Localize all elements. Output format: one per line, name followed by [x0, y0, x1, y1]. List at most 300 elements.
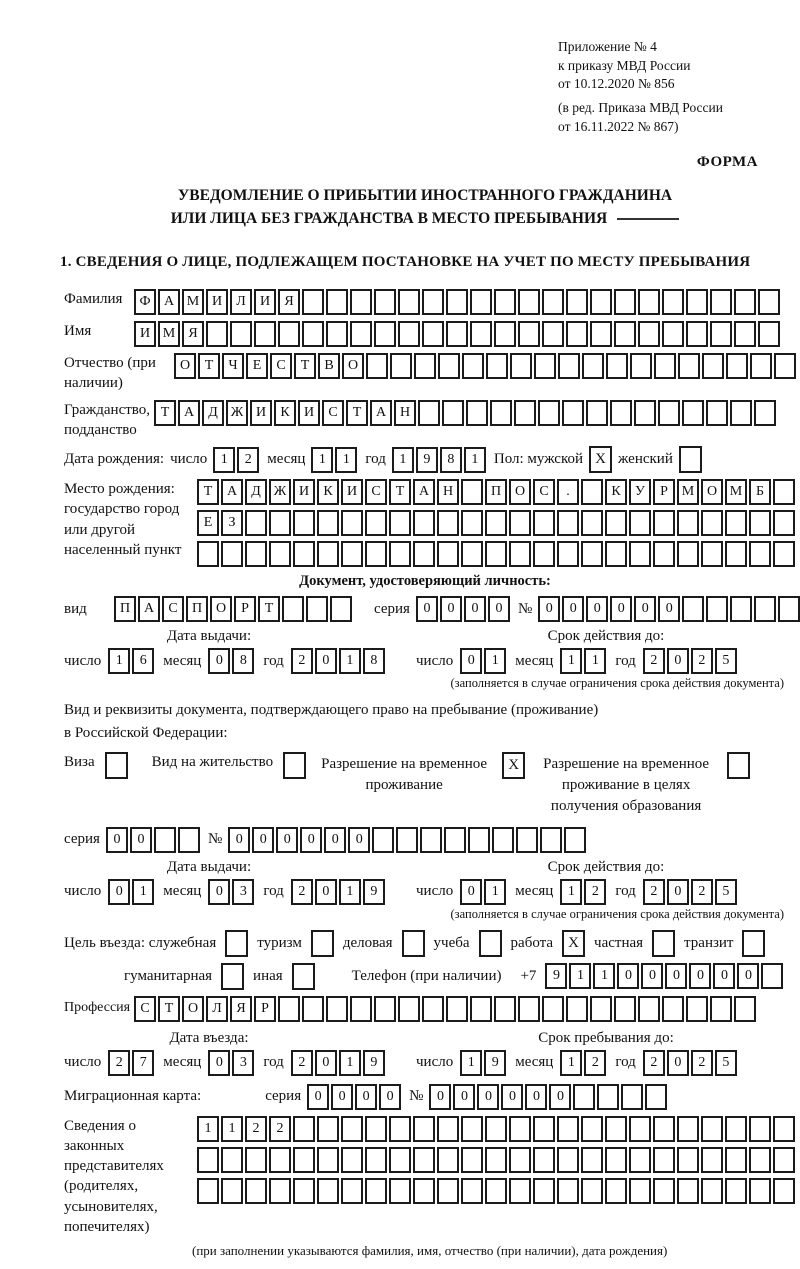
char-cell[interactable] — [653, 1147, 675, 1173]
char-cell[interactable] — [710, 996, 732, 1022]
char-cell[interactable]: 0 — [440, 596, 462, 622]
char-cell[interactable] — [413, 510, 435, 536]
char-cell[interactable]: И — [134, 321, 156, 347]
char-cell[interactable] — [293, 541, 315, 567]
char-cell[interactable] — [317, 1147, 339, 1173]
char-cell[interactable] — [326, 996, 348, 1022]
char-cell[interactable] — [269, 510, 291, 536]
char-cell[interactable] — [302, 996, 324, 1022]
char-cell[interactable] — [221, 1178, 243, 1204]
char-cell[interactable] — [245, 541, 267, 567]
char-cell[interactable]: 0 — [562, 596, 584, 622]
char-cell[interactable]: 1 — [560, 648, 582, 674]
char-cell[interactable]: А — [158, 289, 180, 315]
char-cell[interactable]: Л — [230, 289, 252, 315]
char-cell[interactable] — [662, 996, 684, 1022]
char-cell[interactable] — [533, 1116, 555, 1142]
char-cell[interactable]: А — [413, 479, 435, 505]
char-cell[interactable]: 0 — [501, 1084, 523, 1110]
char-cell[interactable]: С — [162, 596, 184, 622]
char-cell[interactable]: 1 — [339, 648, 361, 674]
char-cell[interactable] — [293, 510, 315, 536]
char-cell[interactable] — [317, 1116, 339, 1142]
char-cell[interactable] — [581, 541, 603, 567]
char-cell[interactable] — [245, 1178, 267, 1204]
char-cell[interactable] — [486, 353, 508, 379]
char-cell[interactable] — [509, 541, 531, 567]
char-cell[interactable] — [437, 510, 459, 536]
char-cell[interactable] — [413, 1147, 435, 1173]
char-cell[interactable]: 0 — [300, 827, 322, 853]
char-cell[interactable]: Т — [389, 479, 411, 505]
char-cell[interactable] — [734, 996, 756, 1022]
char-cell[interactable]: 9 — [363, 879, 385, 905]
char-cell[interactable]: 1 — [197, 1116, 219, 1142]
char-cell[interactable] — [774, 353, 796, 379]
char-cell[interactable] — [564, 827, 586, 853]
char-cell[interactable] — [629, 541, 651, 567]
char-cell[interactable] — [581, 1147, 603, 1173]
char-cell[interactable] — [710, 321, 732, 347]
char-cell[interactable] — [365, 1116, 387, 1142]
char-cell[interactable]: С — [365, 479, 387, 505]
char-cell[interactable] — [485, 1147, 507, 1173]
char-cell[interactable] — [750, 353, 772, 379]
char-cell[interactable]: 0 — [665, 963, 687, 989]
char-cell[interactable]: М — [725, 479, 747, 505]
char-cell[interactable] — [468, 827, 490, 853]
char-cell[interactable] — [706, 596, 728, 622]
char-cell[interactable] — [317, 541, 339, 567]
char-cell[interactable] — [365, 541, 387, 567]
char-cell[interactable] — [726, 353, 748, 379]
char-cell[interactable] — [629, 510, 651, 536]
char-cell[interactable] — [754, 596, 776, 622]
char-cell[interactable]: 0 — [713, 963, 735, 989]
char-cell[interactable]: 1 — [221, 1116, 243, 1142]
char-cell[interactable] — [605, 541, 627, 567]
char-cell[interactable]: 8 — [363, 648, 385, 674]
char-cell[interactable] — [725, 510, 747, 536]
char-cell[interactable] — [749, 1116, 771, 1142]
char-cell[interactable] — [485, 1116, 507, 1142]
char-cell[interactable] — [749, 1178, 771, 1204]
char-cell[interactable] — [514, 400, 536, 426]
char-cell[interactable]: К — [605, 479, 627, 505]
char-cell[interactable]: О — [509, 479, 531, 505]
char-cell[interactable]: А — [178, 400, 200, 426]
char-cell[interactable] — [461, 541, 483, 567]
char-cell[interactable] — [302, 289, 324, 315]
char-cell[interactable] — [590, 289, 612, 315]
char-cell[interactable]: 0 — [228, 827, 250, 853]
char-cell[interactable]: 0 — [208, 1050, 230, 1076]
char-cell[interactable] — [509, 510, 531, 536]
char-cell[interactable]: 0 — [379, 1084, 401, 1110]
char-cell[interactable] — [413, 541, 435, 567]
char-cell[interactable]: Т — [154, 400, 176, 426]
char-cell[interactable] — [653, 510, 675, 536]
char-cell[interactable] — [341, 1116, 363, 1142]
char-cell[interactable] — [254, 321, 276, 347]
char-cell[interactable] — [582, 353, 604, 379]
char-cell[interactable]: И — [298, 400, 320, 426]
char-cell[interactable] — [461, 1147, 483, 1173]
sex-female-checkbox[interactable] — [679, 446, 702, 473]
char-cell[interactable] — [534, 353, 556, 379]
char-cell[interactable] — [509, 1147, 531, 1173]
char-cell[interactable] — [682, 400, 704, 426]
char-cell[interactable]: 0 — [525, 1084, 547, 1110]
char-cell[interactable] — [542, 321, 564, 347]
char-cell[interactable]: 0 — [610, 596, 632, 622]
char-cell[interactable] — [662, 321, 684, 347]
char-cell[interactable]: Д — [245, 479, 267, 505]
char-cell[interactable]: 1 — [484, 648, 506, 674]
char-cell[interactable] — [557, 541, 579, 567]
purpose-study-checkbox[interactable] — [479, 930, 502, 957]
char-cell[interactable] — [485, 1178, 507, 1204]
char-cell[interactable]: И — [250, 400, 272, 426]
char-cell[interactable] — [444, 827, 466, 853]
char-cell[interactable]: 1 — [311, 447, 333, 473]
char-cell[interactable]: Е — [246, 353, 268, 379]
char-cell[interactable]: 1 — [593, 963, 615, 989]
char-cell[interactable] — [686, 289, 708, 315]
char-cell[interactable] — [206, 321, 228, 347]
char-cell[interactable] — [269, 1147, 291, 1173]
char-cell[interactable] — [518, 289, 540, 315]
char-cell[interactable] — [629, 1178, 651, 1204]
char-cell[interactable] — [470, 289, 492, 315]
char-cell[interactable] — [638, 289, 660, 315]
char-cell[interactable]: Я — [182, 321, 204, 347]
char-cell[interactable] — [566, 289, 588, 315]
char-cell[interactable]: 0 — [667, 1050, 689, 1076]
char-cell[interactable]: 5 — [715, 879, 737, 905]
char-cell[interactable]: 5 — [715, 648, 737, 674]
char-cell[interactable]: 2 — [691, 648, 713, 674]
char-cell[interactable]: 2 — [643, 879, 665, 905]
char-cell[interactable]: 1 — [213, 447, 235, 473]
char-cell[interactable]: 5 — [715, 1050, 737, 1076]
char-cell[interactable] — [494, 321, 516, 347]
char-cell[interactable] — [396, 827, 418, 853]
char-cell[interactable] — [678, 353, 700, 379]
sex-male-checkbox[interactable]: X — [589, 446, 612, 473]
purpose-private-checkbox[interactable] — [652, 930, 675, 957]
char-cell[interactable]: 9 — [484, 1050, 506, 1076]
char-cell[interactable] — [597, 1084, 619, 1110]
char-cell[interactable] — [470, 321, 492, 347]
char-cell[interactable] — [773, 1116, 795, 1142]
char-cell[interactable] — [418, 400, 440, 426]
char-cell[interactable]: 0 — [355, 1084, 377, 1110]
char-cell[interactable] — [390, 353, 412, 379]
char-cell[interactable]: 1 — [339, 1050, 361, 1076]
char-cell[interactable] — [462, 353, 484, 379]
char-cell[interactable] — [461, 479, 483, 505]
char-cell[interactable] — [610, 400, 632, 426]
char-cell[interactable] — [245, 510, 267, 536]
char-cell[interactable] — [293, 1178, 315, 1204]
char-cell[interactable]: 0 — [208, 648, 230, 674]
char-cell[interactable] — [778, 596, 800, 622]
char-cell[interactable] — [446, 321, 468, 347]
char-cell[interactable] — [326, 321, 348, 347]
char-cell[interactable] — [758, 321, 780, 347]
char-cell[interactable]: 0 — [658, 596, 680, 622]
char-cell[interactable] — [682, 596, 704, 622]
char-cell[interactable] — [389, 510, 411, 536]
char-cell[interactable]: 0 — [617, 963, 639, 989]
char-cell[interactable] — [605, 1116, 627, 1142]
char-cell[interactable] — [761, 963, 783, 989]
char-cell[interactable] — [461, 1178, 483, 1204]
char-cell[interactable]: 2 — [291, 879, 313, 905]
char-cell[interactable]: 0 — [331, 1084, 353, 1110]
char-cell[interactable]: 0 — [429, 1084, 451, 1110]
char-cell[interactable]: 1 — [335, 447, 357, 473]
char-cell[interactable] — [413, 1178, 435, 1204]
char-cell[interactable]: 0 — [737, 963, 759, 989]
char-cell[interactable] — [701, 541, 723, 567]
char-cell[interactable]: 0 — [488, 596, 510, 622]
char-cell[interactable]: 2 — [584, 1050, 606, 1076]
char-cell[interactable] — [366, 353, 388, 379]
char-cell[interactable]: М — [182, 289, 204, 315]
char-cell[interactable] — [566, 321, 588, 347]
char-cell[interactable]: Н — [394, 400, 416, 426]
char-cell[interactable] — [197, 1147, 219, 1173]
char-cell[interactable]: 8 — [440, 447, 462, 473]
char-cell[interactable]: О — [701, 479, 723, 505]
char-cell[interactable] — [773, 510, 795, 536]
char-cell[interactable]: Ж — [269, 479, 291, 505]
char-cell[interactable]: Ч — [222, 353, 244, 379]
char-cell[interactable] — [245, 1147, 267, 1173]
char-cell[interactable]: П — [186, 596, 208, 622]
char-cell[interactable]: С — [533, 479, 555, 505]
char-cell[interactable] — [178, 827, 200, 853]
char-cell[interactable]: 0 — [106, 827, 128, 853]
char-cell[interactable] — [278, 321, 300, 347]
char-cell[interactable] — [389, 541, 411, 567]
char-cell[interactable] — [494, 996, 516, 1022]
char-cell[interactable] — [677, 510, 699, 536]
char-cell[interactable]: И — [293, 479, 315, 505]
char-cell[interactable] — [645, 1084, 667, 1110]
char-cell[interactable]: П — [485, 479, 507, 505]
char-cell[interactable] — [658, 400, 680, 426]
char-cell[interactable] — [586, 400, 608, 426]
char-cell[interactable]: 1 — [460, 1050, 482, 1076]
char-cell[interactable] — [533, 1147, 555, 1173]
char-cell[interactable] — [398, 289, 420, 315]
purpose-work-checkbox[interactable]: X — [562, 930, 585, 957]
char-cell[interactable] — [197, 541, 219, 567]
char-cell[interactable] — [326, 289, 348, 315]
char-cell[interactable]: 1 — [132, 879, 154, 905]
char-cell[interactable]: 2 — [643, 648, 665, 674]
char-cell[interactable] — [773, 1178, 795, 1204]
char-cell[interactable]: 8 — [232, 648, 254, 674]
char-cell[interactable]: 2 — [643, 1050, 665, 1076]
char-cell[interactable] — [581, 479, 603, 505]
char-cell[interactable] — [389, 1116, 411, 1142]
char-cell[interactable] — [341, 541, 363, 567]
char-cell[interactable]: 0 — [276, 827, 298, 853]
char-cell[interactable]: Б — [749, 479, 771, 505]
char-cell[interactable]: 0 — [538, 596, 560, 622]
char-cell[interactable] — [730, 400, 752, 426]
char-cell[interactable] — [413, 1116, 435, 1142]
char-cell[interactable]: 1 — [464, 447, 486, 473]
char-cell[interactable] — [701, 1147, 723, 1173]
char-cell[interactable]: 1 — [392, 447, 414, 473]
char-cell[interactable]: У — [629, 479, 651, 505]
char-cell[interactable] — [540, 827, 562, 853]
char-cell[interactable] — [372, 827, 394, 853]
char-cell[interactable] — [754, 400, 776, 426]
char-cell[interactable]: 1 — [108, 648, 130, 674]
purpose-transit-checkbox[interactable] — [742, 930, 765, 957]
char-cell[interactable] — [306, 596, 328, 622]
char-cell[interactable] — [634, 400, 656, 426]
char-cell[interactable]: А — [221, 479, 243, 505]
char-cell[interactable]: Р — [653, 479, 675, 505]
char-cell[interactable]: Р — [254, 996, 276, 1022]
char-cell[interactable]: 1 — [484, 879, 506, 905]
purpose-other-checkbox[interactable] — [292, 963, 315, 990]
char-cell[interactable] — [516, 827, 538, 853]
char-cell[interactable]: С — [322, 400, 344, 426]
char-cell[interactable] — [278, 996, 300, 1022]
char-cell[interactable] — [470, 996, 492, 1022]
purpose-business-checkbox[interactable] — [402, 930, 425, 957]
temp-permit-edu-checkbox[interactable] — [727, 752, 750, 779]
char-cell[interactable]: З — [221, 510, 243, 536]
char-cell[interactable] — [341, 510, 363, 536]
char-cell[interactable] — [510, 353, 532, 379]
char-cell[interactable] — [398, 996, 420, 1022]
char-cell[interactable] — [485, 541, 507, 567]
char-cell[interactable] — [420, 827, 442, 853]
char-cell[interactable]: Т — [198, 353, 220, 379]
char-cell[interactable] — [365, 1147, 387, 1173]
char-cell[interactable] — [662, 289, 684, 315]
char-cell[interactable]: 0 — [667, 879, 689, 905]
char-cell[interactable] — [638, 996, 660, 1022]
char-cell[interactable] — [590, 996, 612, 1022]
char-cell[interactable]: О — [182, 996, 204, 1022]
char-cell[interactable]: И — [341, 479, 363, 505]
char-cell[interactable]: 0 — [453, 1084, 475, 1110]
char-cell[interactable]: К — [274, 400, 296, 426]
char-cell[interactable]: 2 — [584, 879, 606, 905]
purpose-humanitarian-checkbox[interactable] — [221, 963, 244, 990]
char-cell[interactable]: И — [206, 289, 228, 315]
char-cell[interactable]: . — [557, 479, 579, 505]
char-cell[interactable]: 0 — [252, 827, 274, 853]
char-cell[interactable]: Л — [206, 996, 228, 1022]
char-cell[interactable] — [446, 996, 468, 1022]
char-cell[interactable] — [485, 510, 507, 536]
char-cell[interactable]: Т — [158, 996, 180, 1022]
char-cell[interactable]: 2 — [291, 1050, 313, 1076]
char-cell[interactable] — [653, 1116, 675, 1142]
char-cell[interactable] — [533, 541, 555, 567]
char-cell[interactable] — [542, 289, 564, 315]
char-cell[interactable] — [749, 541, 771, 567]
char-cell[interactable] — [654, 353, 676, 379]
char-cell[interactable]: 0 — [464, 596, 486, 622]
char-cell[interactable] — [706, 400, 728, 426]
char-cell[interactable] — [562, 400, 584, 426]
char-cell[interactable] — [605, 1147, 627, 1173]
char-cell[interactable]: И — [254, 289, 276, 315]
char-cell[interactable] — [350, 996, 372, 1022]
char-cell[interactable] — [414, 353, 436, 379]
char-cell[interactable] — [509, 1178, 531, 1204]
char-cell[interactable] — [621, 1084, 643, 1110]
char-cell[interactable]: 0 — [315, 879, 337, 905]
char-cell[interactable] — [749, 1147, 771, 1173]
char-cell[interactable]: М — [677, 479, 699, 505]
char-cell[interactable] — [509, 1116, 531, 1142]
char-cell[interactable]: К — [317, 479, 339, 505]
char-cell[interactable]: 1 — [560, 879, 582, 905]
char-cell[interactable] — [557, 1178, 579, 1204]
char-cell[interactable]: 2 — [691, 1050, 713, 1076]
char-cell[interactable]: 1 — [339, 879, 361, 905]
char-cell[interactable] — [614, 321, 636, 347]
char-cell[interactable] — [758, 289, 780, 315]
char-cell[interactable] — [677, 1178, 699, 1204]
char-cell[interactable] — [437, 1178, 459, 1204]
char-cell[interactable] — [446, 289, 468, 315]
char-cell[interactable]: О — [342, 353, 364, 379]
char-cell[interactable]: Я — [230, 996, 252, 1022]
char-cell[interactable] — [293, 1116, 315, 1142]
char-cell[interactable] — [677, 1116, 699, 1142]
char-cell[interactable]: 0 — [130, 827, 152, 853]
char-cell[interactable] — [302, 321, 324, 347]
char-cell[interactable]: 0 — [641, 963, 663, 989]
char-cell[interactable] — [494, 289, 516, 315]
char-cell[interactable] — [341, 1178, 363, 1204]
char-cell[interactable] — [734, 321, 756, 347]
char-cell[interactable]: Я — [278, 289, 300, 315]
char-cell[interactable]: 0 — [634, 596, 656, 622]
char-cell[interactable]: 0 — [586, 596, 608, 622]
char-cell[interactable]: 0 — [108, 879, 130, 905]
char-cell[interactable] — [461, 1116, 483, 1142]
char-cell[interactable]: Ф — [134, 289, 156, 315]
char-cell[interactable] — [581, 1116, 603, 1142]
char-cell[interactable] — [542, 996, 564, 1022]
char-cell[interactable] — [677, 1147, 699, 1173]
char-cell[interactable]: 2 — [237, 447, 259, 473]
char-cell[interactable]: Т — [294, 353, 316, 379]
char-cell[interactable]: 0 — [477, 1084, 499, 1110]
char-cell[interactable] — [492, 827, 514, 853]
char-cell[interactable] — [230, 321, 252, 347]
char-cell[interactable] — [518, 321, 540, 347]
char-cell[interactable]: Т — [258, 596, 280, 622]
char-cell[interactable]: 0 — [460, 648, 482, 674]
char-cell[interactable]: 6 — [132, 648, 154, 674]
